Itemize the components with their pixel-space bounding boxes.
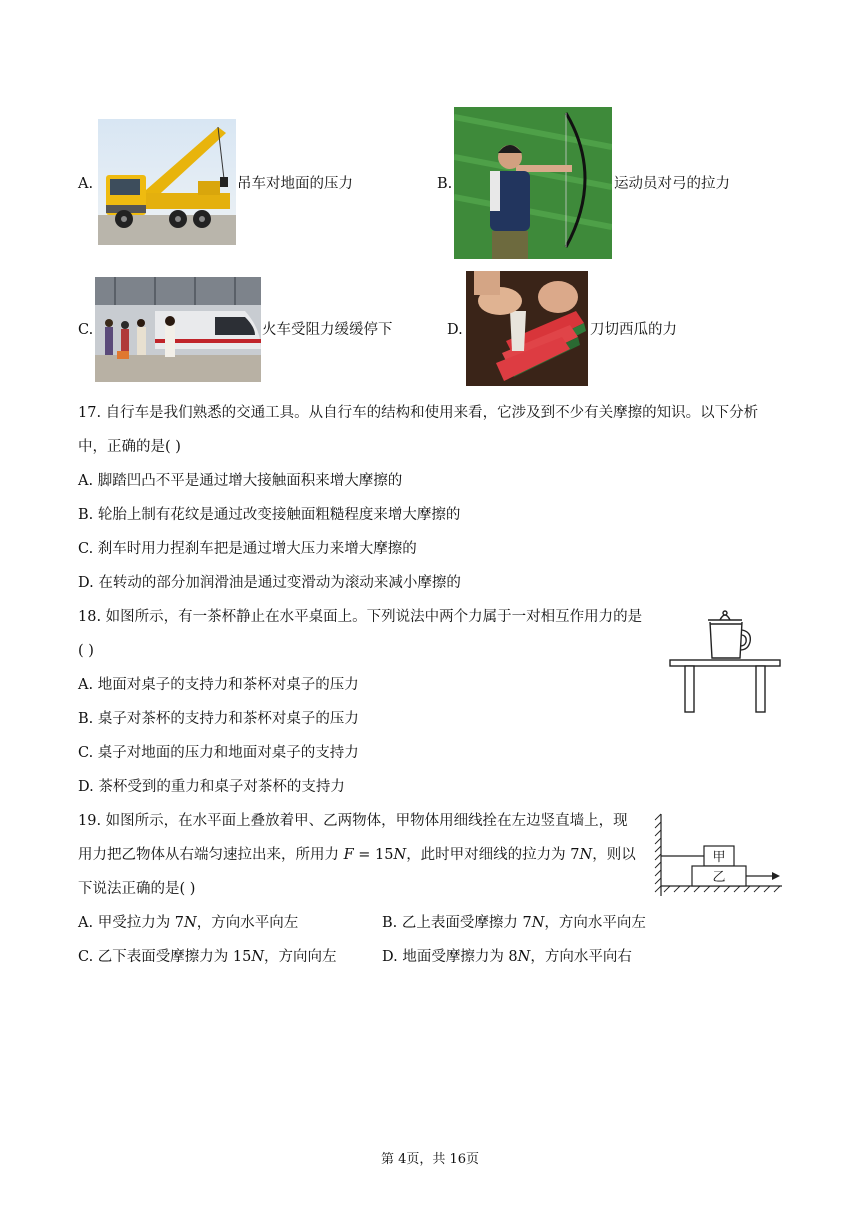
q18-option-c: C. 桌子对地面的压力和地面对桌子的支持力 [78, 745, 359, 761]
option-c-text: 火车受阻力缓缓停下 [262, 322, 393, 338]
option-c-letter: C. [78, 322, 94, 338]
option-b-text: 运动员对弓的拉力 [614, 176, 730, 192]
q19-option-d: D. 地面受摩擦力为 8N，方向水平向右 [382, 949, 632, 965]
q17-option-c: C. 刹车时用力捏刹车把是通过增大压力来增大摩擦的 [78, 541, 417, 557]
page-footer: 第 4页，共 16页 [380, 1152, 480, 1167]
archer-photo [454, 107, 612, 259]
q17-stem-line1: 17. 自行车是我们熟悉的交通工具。从自行车的结构和使用来看，它涉及到不少有关摩擦的知识。以下分析 [78, 405, 759, 421]
option-d-text: 刀切西瓜的力 [590, 322, 677, 338]
q19-stem-line3: 下说法正确的是( ) [78, 881, 196, 897]
q18-option-d: D. 茶杯受到的重力和桌子对茶杯的支持力 [78, 779, 345, 795]
q18-stem-line1: 18. 如图所示，有一茶杯静止在水平桌面上。下列说法中两个力属于一对相互作用力的是 [78, 609, 643, 625]
teacup-on-table-figure [668, 606, 784, 716]
option-a-letter: A. [78, 176, 94, 192]
option-a-text: 吊车对地面的压力 [237, 176, 353, 192]
q19-stem-line2: 用力把乙物体从右端匀速拉出来，所用力 F = 15N，此时甲对细线的拉力为 7N，则以 [78, 847, 636, 863]
knife-cutting-watermelon-photo [466, 271, 588, 386]
block-yi-label: 乙 [712, 870, 726, 885]
block-jia-label: 甲 [712, 850, 726, 865]
q18-stem-line2: ( ) [78, 643, 94, 659]
q19-stem-line1: 19. 如图所示，在水平面上叠放着甲、乙两物体，甲物体用细线拴在左边竖直墙上，现 [78, 813, 628, 829]
crane-truck-photo [98, 119, 236, 245]
option-d-letter: D. [447, 322, 463, 338]
q19-option-b: B. 乙上表面受摩擦力 7N，方向水平向左 [382, 915, 646, 931]
q17-option-a: A. 脚踏凹凸不平是通过增大接触面积来增大摩擦的 [78, 473, 403, 489]
q17-option-b: B. 轮胎上制有花纹是通过改变接触面粗糙程度来增大摩擦的 [78, 507, 461, 523]
q18-option-a: A. 地面对桌子的支持力和茶杯对桌子的压力 [78, 677, 359, 693]
stacked-blocks-figure [652, 812, 784, 900]
option-b-letter: B. [437, 176, 453, 192]
q17-option-d: D. 在转动的部分加润滑油是通过变滑动为滚动来减小摩擦的 [78, 575, 461, 591]
high-speed-train-photo [95, 277, 261, 382]
q18-option-b: B. 桌子对茶杯的支持力和茶杯对桌子的压力 [78, 711, 359, 727]
q17-stem-line2: 中，正确的是( ) [78, 439, 181, 455]
q19-option-a: A. 甲受拉力为 7N，方向水平向左 [78, 915, 299, 931]
q19-option-c: C. 乙下表面受摩擦力为 15N，方向向左 [78, 949, 337, 965]
